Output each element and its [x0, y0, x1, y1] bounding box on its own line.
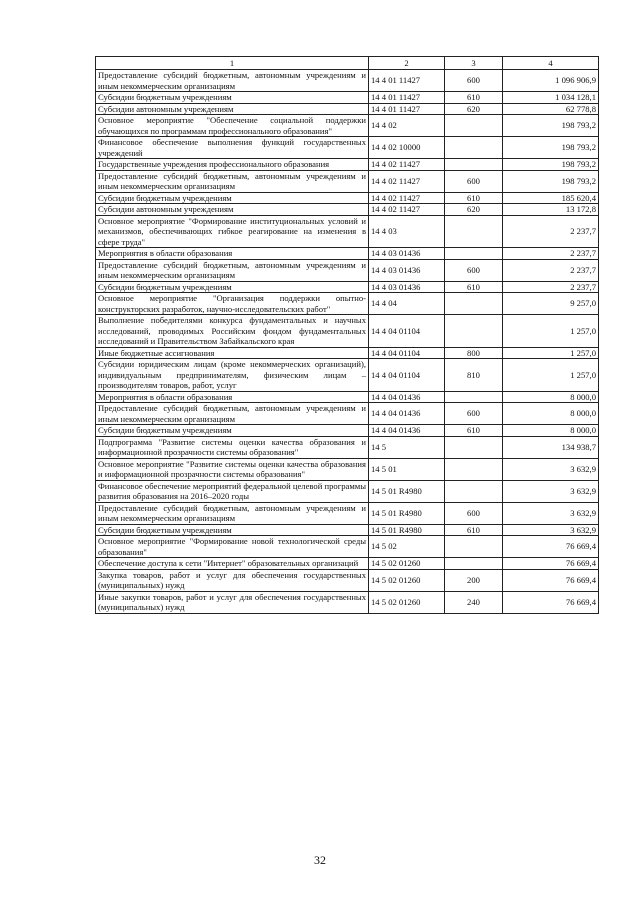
row-name-cell: Закупка товаров, работ и услуг для обеспечения государственных (муниципальных) нужд — [96, 569, 369, 591]
row-code-cell: 14 4 04 01104 — [369, 359, 445, 392]
table-row — [96, 70, 599, 92]
row-code-cell: 14 4 04 01104 — [369, 347, 445, 359]
row-name-cell: Субсидии автономным учреждениям — [96, 204, 369, 216]
table-row — [96, 569, 599, 591]
row-vr-cell — [445, 458, 503, 480]
table-body — [96, 70, 599, 614]
row-code-cell: 14 4 04 01104 — [369, 315, 445, 348]
table-row — [96, 170, 599, 192]
row-code-cell: 14 5 01 R4980 — [369, 524, 445, 536]
row-vr-cell — [445, 558, 503, 570]
table-row — [96, 403, 599, 425]
table-row — [96, 103, 599, 115]
row-name-cell: Мероприятия в области образования — [96, 248, 369, 260]
row-sum-cell: 1 257,0 — [503, 347, 599, 359]
row-name-cell: Субсидии бюджетным учреждениям — [96, 425, 369, 437]
row-code-cell: 14 5 01 R4980 — [369, 480, 445, 502]
row-vr-cell — [445, 436, 503, 458]
table-row — [96, 558, 599, 570]
row-code-cell: 14 4 03 01436 — [369, 281, 445, 293]
row-vr-cell: 600 — [445, 403, 503, 425]
row-vr-cell: 610 — [445, 425, 503, 437]
row-vr-cell: 600 — [445, 170, 503, 192]
row-sum-cell: 185 620,4 — [503, 192, 599, 204]
row-vr-cell: 610 — [445, 524, 503, 536]
row-vr-cell — [445, 480, 503, 502]
row-sum-cell: 8 000,0 — [503, 403, 599, 425]
budget-table — [95, 56, 599, 614]
row-sum-cell: 13 172,8 — [503, 204, 599, 216]
table-row — [96, 480, 599, 502]
row-sum-cell: 198 793,2 — [503, 115, 599, 137]
row-code-cell: 14 4 02 10000 — [369, 137, 445, 159]
row-sum-cell: 76 669,4 — [503, 536, 599, 558]
row-name-cell: Иные закупки товаров, работ и услуг для обеспечения государственных (муниципальных) нужд — [96, 591, 369, 613]
row-name-cell: Субсидии бюджетным учреждениям — [96, 524, 369, 536]
table-row — [96, 215, 599, 248]
row-name-cell: Финансовое обеспечение мероприятий федеральной целевой программы развития образования на 2016–2020 годы — [96, 480, 369, 502]
row-sum-cell: 76 669,4 — [503, 558, 599, 570]
table-row — [96, 137, 599, 159]
table-row — [96, 204, 599, 216]
row-vr-cell: 600 — [445, 502, 503, 524]
row-sum-cell: 76 669,4 — [503, 591, 599, 613]
row-vr-cell: 810 — [445, 359, 503, 392]
row-vr-cell — [445, 391, 503, 403]
row-name-cell: Предоставление субсидий бюджетным, автономным учреждениям и иным некоммерческим организациям — [96, 70, 369, 92]
row-code-cell: 14 4 04 01436 — [369, 403, 445, 425]
row-vr-cell: 620 — [445, 204, 503, 216]
row-sum-cell: 1 096 906,9 — [503, 70, 599, 92]
row-vr-cell — [445, 159, 503, 171]
row-vr-cell: 240 — [445, 591, 503, 613]
row-code-cell: 14 5 01 R4980 — [369, 502, 445, 524]
row-vr-cell — [445, 248, 503, 260]
row-code-cell: 14 4 02 11427 — [369, 159, 445, 171]
row-name-cell: Мероприятия в области образования — [96, 391, 369, 403]
row-sum-cell: 8 000,0 — [503, 425, 599, 437]
table-row — [96, 259, 599, 281]
row-vr-cell: 620 — [445, 103, 503, 115]
row-sum-cell: 134 938,7 — [503, 436, 599, 458]
row-vr-cell — [445, 215, 503, 248]
row-vr-cell: 600 — [445, 259, 503, 281]
row-name-cell: Субсидии бюджетным учреждениям — [96, 192, 369, 204]
row-name-cell: Основное мероприятие "Организация поддержки опытно-конструкторских разработок, научно-исследовательских работ" — [96, 293, 369, 315]
row-name-cell: Предоставление субсидий бюджетным, автономным учреждениям и иным некоммерческим организациям — [96, 259, 369, 281]
row-code-cell: 14 4 03 01436 — [369, 248, 445, 260]
table-row — [96, 248, 599, 260]
row-code-cell: 14 5 01 — [369, 458, 445, 480]
row-code-cell: 14 4 04 — [369, 293, 445, 315]
row-name-cell: Обеспечение доступа к сети "Интернет" образовательных организаций — [96, 558, 369, 570]
row-name-cell: Финансовое обеспечение выполнения функций государственных учреждений — [96, 137, 369, 159]
row-code-cell: 14 5 02 01260 — [369, 591, 445, 613]
row-name-cell: Субсидии юридическим лицам (кроме некоммерческих организаций), индивидуальным предпринимателям, физическим лицам – производителям товаров, работ, услуг — [96, 359, 369, 392]
row-vr-cell — [445, 115, 503, 137]
table-row — [96, 425, 599, 437]
table-row — [96, 436, 599, 458]
row-name-cell: Субсидии автономным учреждениям — [96, 103, 369, 115]
row-code-cell: 14 5 02 01260 — [369, 569, 445, 591]
table-row — [96, 192, 599, 204]
row-sum-cell: 3 632,9 — [503, 458, 599, 480]
row-code-cell: 14 4 03 01436 — [369, 259, 445, 281]
row-sum-cell: 3 632,9 — [503, 480, 599, 502]
row-name-cell: Основное мероприятие "Развитие системы оценки качества образования и информационной прозрачности системы образования" — [96, 458, 369, 480]
row-sum-cell: 1 034 128,1 — [503, 92, 599, 104]
row-vr-cell: 600 — [445, 70, 503, 92]
table-row — [96, 524, 599, 536]
row-code-cell: 14 4 02 11427 — [369, 170, 445, 192]
row-code-cell: 14 5 — [369, 436, 445, 458]
row-vr-cell: 610 — [445, 192, 503, 204]
table-row — [96, 591, 599, 613]
row-vr-cell — [445, 536, 503, 558]
column-header: 4 — [503, 57, 599, 70]
table-row — [96, 391, 599, 403]
row-code-cell: 14 4 02 11427 — [369, 192, 445, 204]
row-code-cell: 14 5 02 — [369, 536, 445, 558]
row-name-cell: Субсидии бюджетным учреждениям — [96, 281, 369, 293]
row-vr-cell — [445, 315, 503, 348]
row-name-cell: Выполнение победителями конкурса фундаментальных и научных исследований, проводимых Российским фондом фундаментальных исследований и Правительством Забайкальского края — [96, 315, 369, 348]
row-sum-cell: 9 257,0 — [503, 293, 599, 315]
row-sum-cell: 198 793,2 — [503, 170, 599, 192]
table-row — [96, 359, 599, 392]
row-name-cell: Субсидии бюджетным учреждениям — [96, 92, 369, 104]
row-sum-cell: 2 237,7 — [503, 248, 599, 260]
row-code-cell: 14 4 01 11427 — [369, 70, 445, 92]
row-name-cell: Предоставление субсидий бюджетным, автономным учреждениям и иным некоммерческим организациям — [96, 170, 369, 192]
row-sum-cell: 2 237,7 — [503, 259, 599, 281]
row-vr-cell: 200 — [445, 569, 503, 591]
table-row — [96, 315, 599, 348]
row-code-cell: 14 4 01 11427 — [369, 92, 445, 104]
row-sum-cell: 198 793,2 — [503, 137, 599, 159]
column-header: 1 — [96, 57, 369, 70]
row-sum-cell: 1 257,0 — [503, 315, 599, 348]
row-code-cell: 14 5 02 01260 — [369, 558, 445, 570]
row-sum-cell: 3 632,9 — [503, 502, 599, 524]
column-header: 3 — [445, 57, 503, 70]
row-name-cell: Основное мероприятие "Обеспечение социальной поддержки обучающихся по программам профессионального образования" — [96, 115, 369, 137]
table-row — [96, 293, 599, 315]
table-row — [96, 347, 599, 359]
row-name-cell: Основное мероприятие "Формирование новой технологической среды образования" — [96, 536, 369, 558]
row-name-cell: Иные бюджетные ассигнования — [96, 347, 369, 359]
row-sum-cell: 3 632,9 — [503, 524, 599, 536]
row-code-cell: 14 4 02 — [369, 115, 445, 137]
table-row — [96, 536, 599, 558]
table-row — [96, 115, 599, 137]
row-code-cell: 14 4 04 01436 — [369, 425, 445, 437]
row-sum-cell: 76 669,4 — [503, 569, 599, 591]
row-code-cell: 14 4 01 11427 — [369, 103, 445, 115]
column-header: 2 — [369, 57, 445, 70]
row-vr-cell — [445, 293, 503, 315]
page-number: 32 — [314, 853, 326, 867]
row-vr-cell: 610 — [445, 92, 503, 104]
table-row — [96, 159, 599, 171]
row-vr-cell — [445, 137, 503, 159]
row-code-cell: 14 4 02 11427 — [369, 204, 445, 216]
row-sum-cell: 62 778,8 — [503, 103, 599, 115]
row-code-cell: 14 4 03 — [369, 215, 445, 248]
row-name-cell: Государственные учреждения профессионального образования — [96, 159, 369, 171]
table-row — [96, 502, 599, 524]
row-name-cell: Предоставление субсидий бюджетным, автономным учреждениям и иным некоммерческим организациям — [96, 502, 369, 524]
row-vr-cell: 800 — [445, 347, 503, 359]
table-header-row — [96, 57, 599, 70]
table-row — [96, 92, 599, 104]
row-code-cell: 14 4 04 01436 — [369, 391, 445, 403]
row-sum-cell: 2 237,7 — [503, 281, 599, 293]
row-name-cell: Подпрограмма "Развитие системы оценки качества образования и информационной прозрачности системы образования" — [96, 436, 369, 458]
table-row — [96, 458, 599, 480]
row-name-cell: Основное мероприятие "Формирование институциональных условий и механизмов, обеспечивающих гибкое реагирование на изменения в сфере труда" — [96, 215, 369, 248]
row-sum-cell: 198 793,2 — [503, 159, 599, 171]
row-sum-cell: 2 237,7 — [503, 215, 599, 248]
row-sum-cell: 1 257,0 — [503, 359, 599, 392]
table-row — [96, 281, 599, 293]
row-name-cell: Предоставление субсидий бюджетным, автономным учреждениям и иным некоммерческим организациям — [96, 403, 369, 425]
row-sum-cell: 8 000,0 — [503, 391, 599, 403]
row-vr-cell: 610 — [445, 281, 503, 293]
